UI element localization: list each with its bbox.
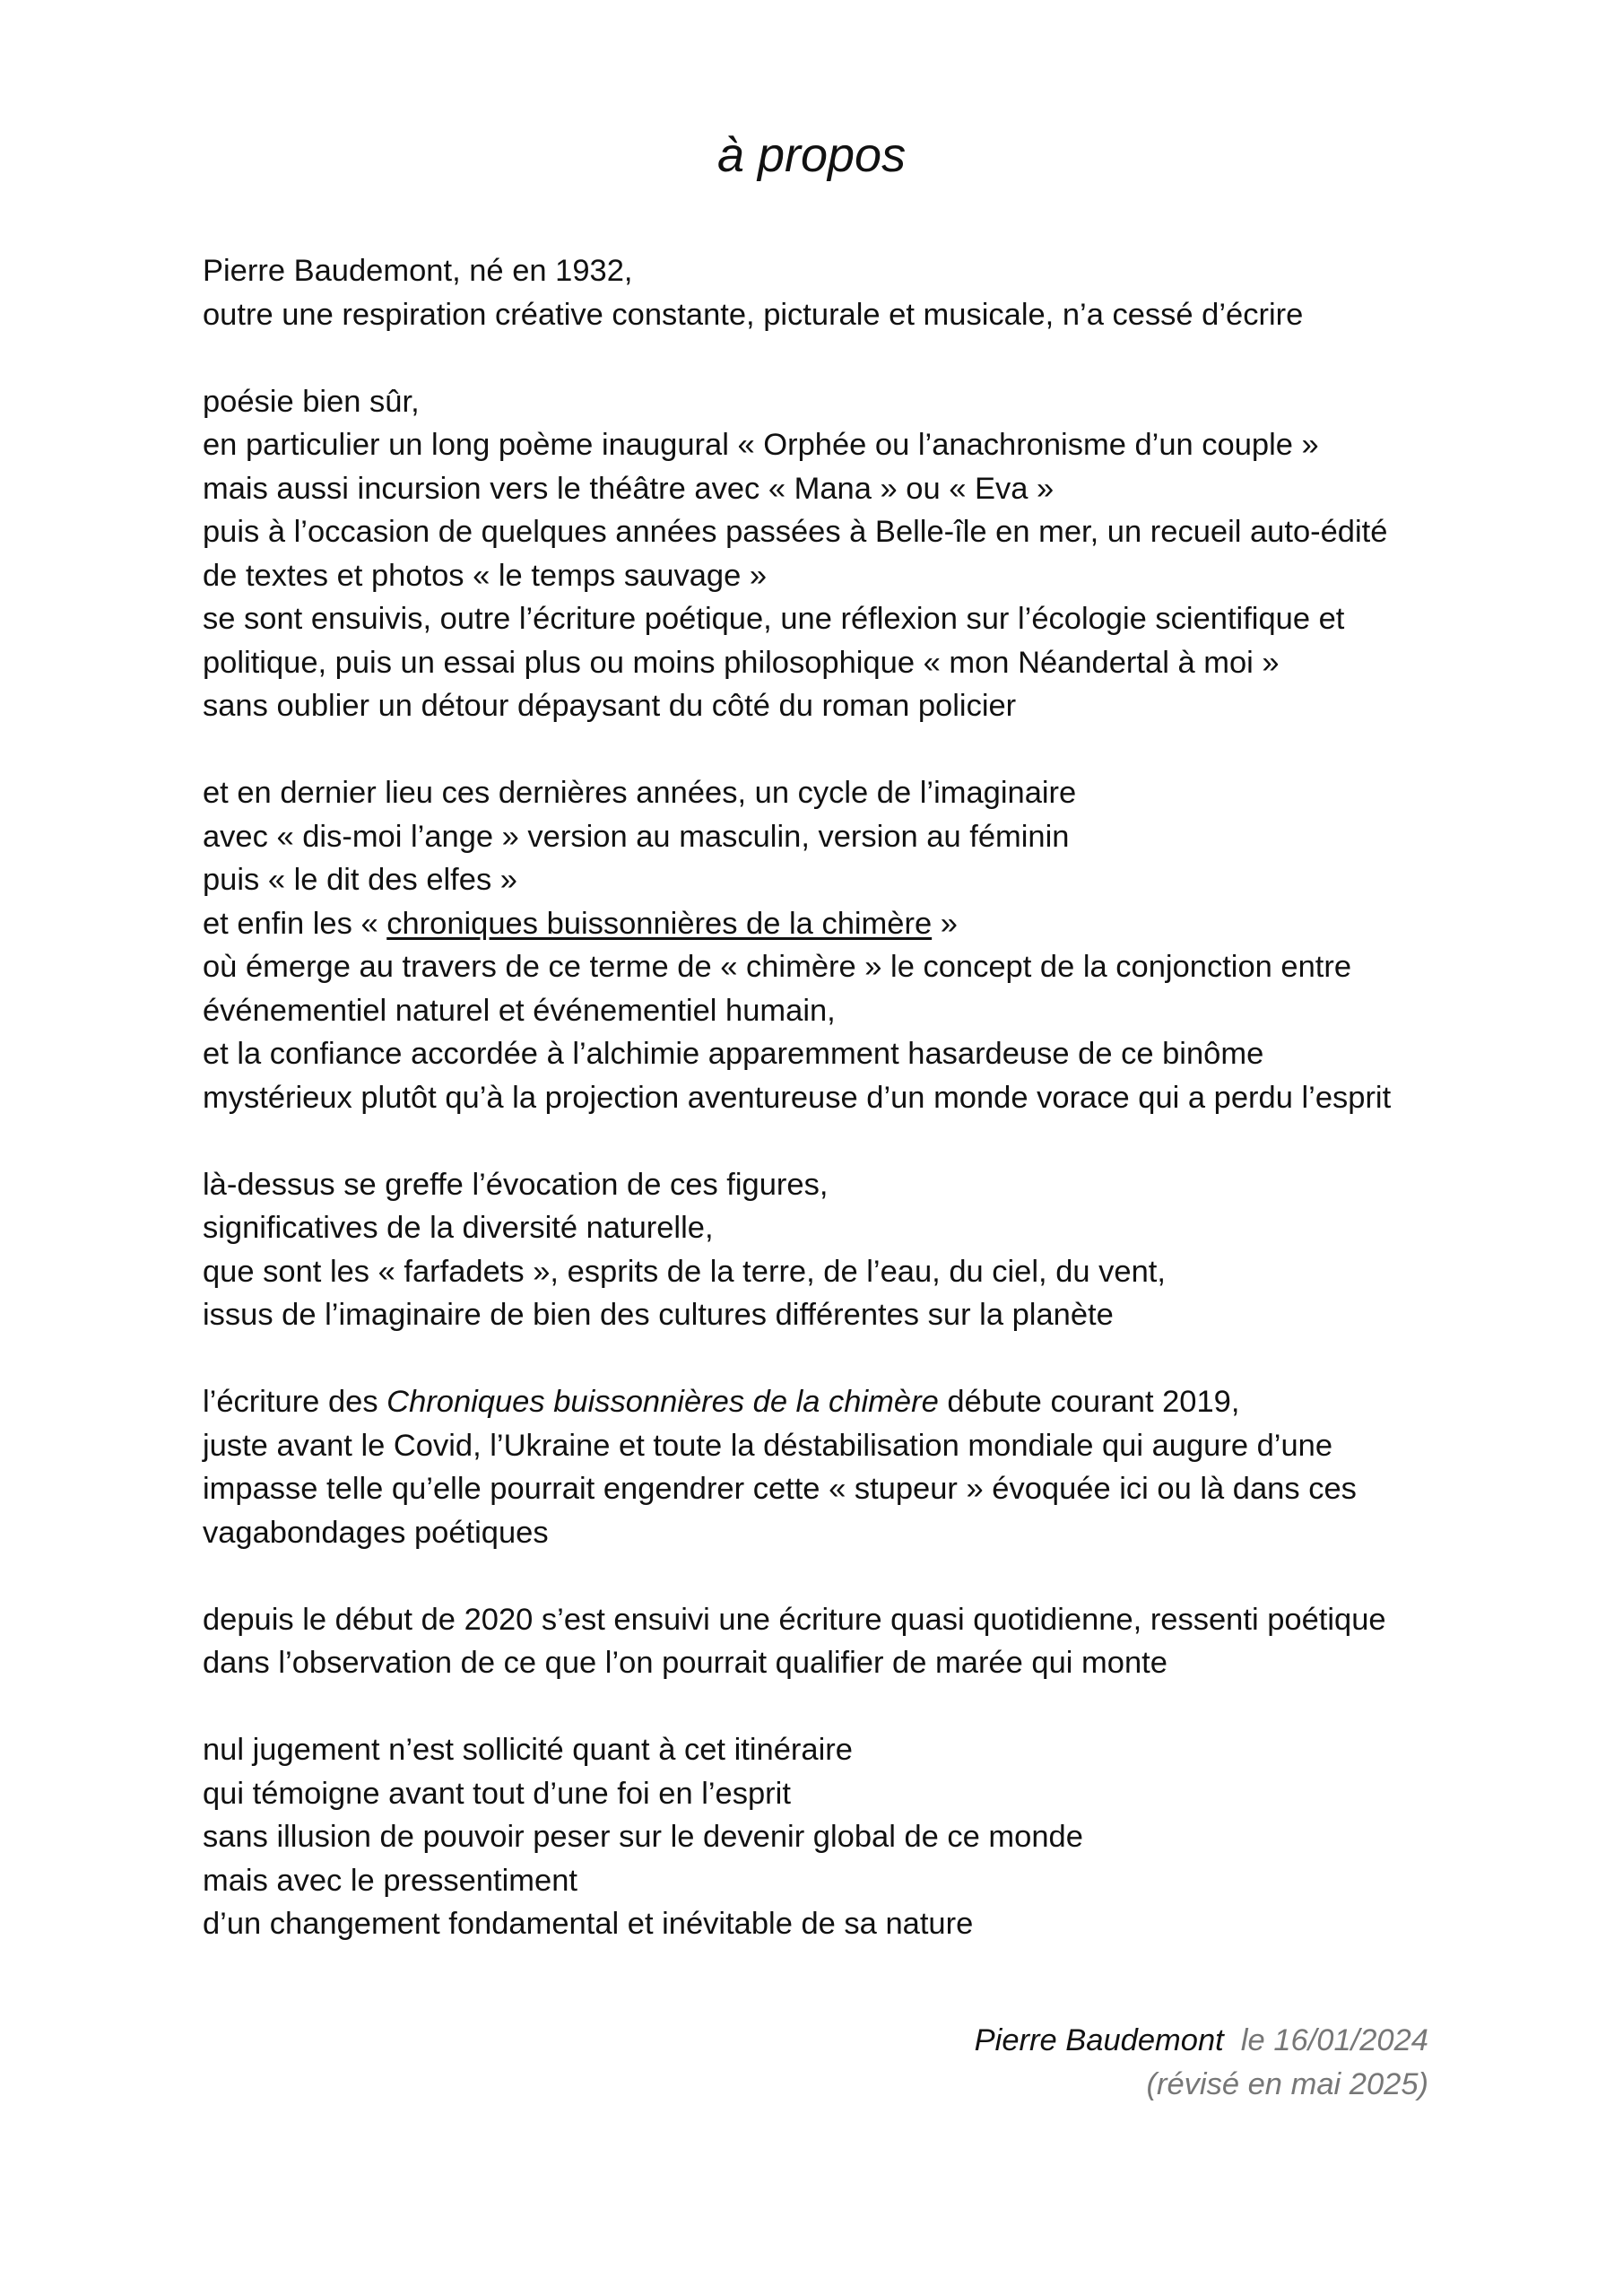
text-line: juste avant le Covid, l’Ukraine et toute la déstabilisation mondiale qui augure d’une bbox=[203, 1428, 1333, 1463]
text-line: en particulier un long poème inaugural « Orphée ou l’anachronisme d’un couple » bbox=[203, 428, 1319, 462]
text-line: où émerge au travers de ce terme de « chimère » le concept de la conjonction entre bbox=[203, 950, 1352, 984]
signature-block bbox=[975, 2019, 1428, 2106]
text-line: nul jugement n’est sollicité quant à cet itinéraire bbox=[203, 1733, 853, 1767]
text-line: sans oublier un détour dépaysant du côté du roman policier bbox=[203, 689, 1017, 723]
text-line: que sont les « farfadets », esprits de la terre, de l’eau, du ciel, du vent, bbox=[203, 1254, 1166, 1289]
text-line: là-dessus se greffe l’évocation de ces figures, bbox=[203, 1167, 829, 1202]
body-text bbox=[203, 249, 1494, 1989]
text-line: impasse telle qu’elle pourrait engendrer cette « stupeur » évoquée ici ou là dans ces bbox=[203, 1472, 1357, 1506]
text-line: événementiel naturel et événementiel humain, bbox=[203, 993, 836, 1028]
link-prefix: et enfin les « bbox=[203, 906, 387, 941]
text-line: dans l’observation de ce que l’on pourrait qualifier de marée qui monte bbox=[203, 1646, 1167, 1680]
text-line: issus de l’imaginaire de bien des cultures différentes sur la planète bbox=[203, 1298, 1114, 1332]
text-line: d’un changement fondamental et inévitable de sa nature bbox=[203, 1907, 974, 1941]
text-line: depuis le début de 2020 s’est ensuivi une écriture quasi quotidienne, ressenti poétique bbox=[203, 1602, 1386, 1637]
text-line: mystérieux plutôt qu’à la projection aventureuse d’un monde vorace qui a perdu l’esprit bbox=[203, 1080, 1392, 1115]
text-line: politique, puis un essai plus ou moins philosophique « mon Néandertal à moi » bbox=[203, 645, 1280, 680]
chroniques-link[interactable]: chroniques buissonnières de la chimère bbox=[386, 906, 933, 941]
signature-name: Pierre Baudemont bbox=[974, 2023, 1224, 2057]
text-line-with-italic bbox=[203, 1380, 1494, 1424]
text-line: sans illusion de pouvoir peser sur le devenir global de ce monde bbox=[203, 1820, 1083, 1854]
paragraph-1 bbox=[203, 249, 1494, 336]
revision-note: (révisé en mai 2025) bbox=[1146, 2066, 1428, 2101]
text-line: outre une respiration créative constante, picturale et musicale, n’a cessé d’écrire bbox=[203, 297, 1304, 332]
paragraph-6 bbox=[203, 1598, 1494, 1685]
link-suffix: » bbox=[932, 906, 958, 941]
italic-prefix: l’écriture des bbox=[203, 1385, 387, 1419]
signature-date: le 16/01/2024 bbox=[1240, 2023, 1428, 2057]
text-line: qui témoigne avant tout d’une foi en l’esprit bbox=[203, 1776, 791, 1811]
text-line: Pierre Baudemont, né en 1932, bbox=[203, 254, 633, 288]
text-line: et la confiance accordée à l’alchimie apparemment hasardeuse de ce binôme bbox=[203, 1037, 1264, 1071]
text-line: poésie bien sûr, bbox=[203, 384, 420, 419]
text-line: avec « dis-moi l’ange » version au masculin, version au féminin bbox=[203, 819, 1070, 854]
text-line: mais avec le pressentiment bbox=[203, 1863, 578, 1898]
text-line-with-link bbox=[203, 902, 1494, 946]
paragraph-3 bbox=[203, 771, 1494, 1119]
paragraph-2 bbox=[203, 380, 1494, 728]
page-title: à propos bbox=[716, 128, 907, 182]
paragraph-4 bbox=[203, 1163, 1494, 1337]
italic-suffix: débute courant 2019, bbox=[938, 1385, 1240, 1419]
text-line: se sont ensuivis, outre l’écriture poétique, une réflexion sur l’écologie scientifique et bbox=[203, 602, 1345, 636]
paragraph-5 bbox=[203, 1380, 1494, 1554]
text-line: et en dernier lieu ces dernières années, un cycle de l’imaginaire bbox=[203, 776, 1077, 810]
text-line: significatives de la diversité naturelle, bbox=[203, 1211, 714, 1245]
text-line: vagabondages poétiques bbox=[203, 1515, 549, 1550]
paragraph-7 bbox=[203, 1728, 1494, 1946]
text-line: puis à l’occasion de quelques années passées à Belle-île en mer, un recueil auto-édité bbox=[203, 515, 1388, 549]
text-line: puis « le dit des elfes » bbox=[203, 863, 517, 897]
signature-line bbox=[975, 2019, 1428, 2063]
text-line: de textes et photos « le temps sauvage » bbox=[203, 558, 768, 593]
text-line: mais aussi incursion vers le théâtre avec « Mana » ou « Eva » bbox=[203, 471, 1055, 506]
book-title-italic: Chroniques buissonnières de la chimère bbox=[386, 1385, 939, 1419]
